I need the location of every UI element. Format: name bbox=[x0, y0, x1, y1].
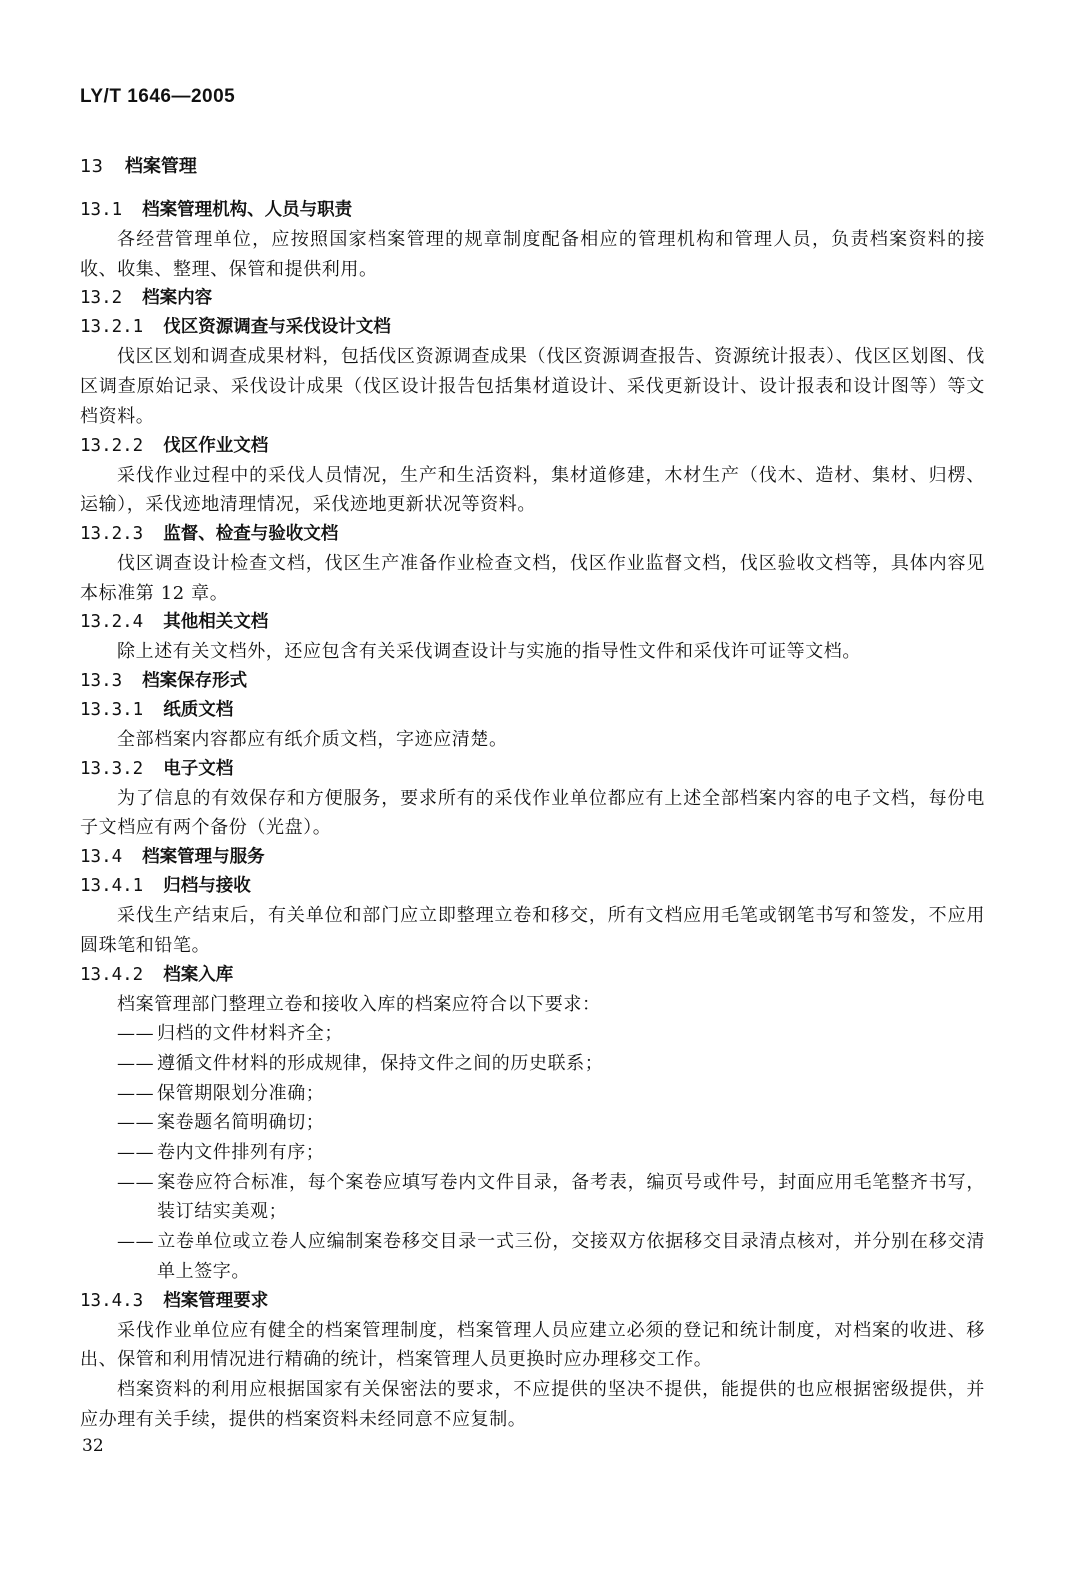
section-number: 13.4.1 bbox=[80, 876, 144, 897]
list-item-text: 案卷题名简明确切； bbox=[157, 1112, 325, 1134]
list-item bbox=[117, 1049, 985, 1079]
chapter-heading bbox=[80, 152, 197, 178]
paragraph: 采伐作业过程中的采伐人员情况，生产和生活资料，集材道修建，木材生产（伐木、造材、集材、归楞、运输），采伐迹地清理情况，采伐迹地更新状况等资料。 bbox=[80, 464, 985, 516]
list-item bbox=[117, 1138, 985, 1168]
section-heading-13-4-1 bbox=[80, 872, 985, 901]
section-title: 档案保存形式 bbox=[142, 671, 248, 692]
dash-marker: —— bbox=[117, 1171, 155, 1193]
section-heading-13-2 bbox=[80, 284, 985, 313]
section-title: 监督、检查与验收文档 bbox=[163, 523, 339, 544]
section-title: 档案管理机构、人员与职责 bbox=[142, 200, 353, 220]
section-number: 13.3 bbox=[80, 671, 123, 692]
dash-marker: —— bbox=[117, 1112, 155, 1134]
list-item-text: 保管期限划分准确； bbox=[157, 1082, 325, 1104]
section-heading-13-2-2 bbox=[80, 432, 985, 461]
list-item bbox=[117, 1227, 985, 1286]
section-heading-13-3-2 bbox=[80, 755, 985, 784]
list-item-text: 卷内文件排列有序； bbox=[157, 1142, 325, 1164]
dash-marker: —— bbox=[117, 1052, 155, 1074]
document-body bbox=[80, 196, 985, 1434]
list-item-text: 案卷应符合标准，每个案卷应填写卷内文件目录，备考表，编页号或件号，封面应用毛笔整齐书写，装订结实美观； bbox=[157, 1171, 985, 1223]
list-item bbox=[117, 1079, 985, 1109]
paragraph: 采伐生产结束后，有关单位和部门应立即整理立卷和移交，所有文档应用毛笔或钢笔书写和签发，不应用圆珠笔和铅笔。 bbox=[80, 905, 985, 956]
section-number: 13.4 bbox=[80, 847, 123, 868]
list-item bbox=[117, 1168, 985, 1227]
section-heading-13-2-4 bbox=[80, 608, 985, 637]
paragraph: 为了信息的有效保存和方便服务，要求所有的采伐作业单位都应有上述全部档案内容的电子文档，每份电子文档应有两个备份（光盘）。 bbox=[80, 787, 985, 839]
dash-marker: —— bbox=[117, 1082, 155, 1104]
section-heading-13-2-1 bbox=[80, 313, 985, 342]
paragraph: 伐区调查设计检查文档，伐区生产准备作业检查文档，伐区作业监督文档，伐区验收文档等，具体内容见本标准第 12 章。 bbox=[80, 552, 985, 604]
paragraph: 除上述有关文档外，还应包含有关采伐调查设计与实施的指导性文件和采伐许可证等文档。 bbox=[117, 641, 861, 663]
requirements-list bbox=[117, 1019, 985, 1286]
list-item bbox=[117, 1108, 985, 1138]
section-number: 13.2.4 bbox=[80, 612, 144, 633]
section-title: 伐区资源调查与采伐设计文档 bbox=[163, 317, 391, 338]
dash-marker: —— bbox=[117, 1142, 155, 1164]
section-heading-13-3-1 bbox=[80, 696, 985, 725]
section-heading-13-4-3 bbox=[80, 1287, 985, 1316]
section-number: 13.3.2 bbox=[80, 758, 144, 779]
section-title: 档案内容 bbox=[142, 288, 213, 309]
standard-code: LY/T 1646—2005 bbox=[80, 86, 236, 107]
section-heading-13-4 bbox=[80, 843, 985, 872]
paragraph: 伐区区划和调查成果材料，包括伐区资源调查成果（伐区资源调查报告、资源统计报表）、伐区区划图、伐区调查原始记录、采伐设计成果（伐区设计报告包括集材道设计、采伐更新设计、设计报表和设计图等）等文档资料。 bbox=[80, 346, 985, 427]
dash-marker: —— bbox=[117, 1023, 155, 1045]
chapter-number: 13 bbox=[80, 156, 103, 177]
section-title: 档案入库 bbox=[163, 964, 234, 985]
list-item bbox=[117, 1019, 985, 1049]
section-heading-13-3 bbox=[80, 667, 985, 696]
section-number: 13.2.3 bbox=[80, 523, 144, 544]
section-number: 13.2.1 bbox=[80, 317, 144, 338]
chapter-title: 档案管理 bbox=[124, 156, 197, 177]
section-title: 其他相关文档 bbox=[163, 612, 269, 633]
section-heading-13-4-2 bbox=[80, 961, 985, 990]
paragraph: 各经营管理单位，应按照国家档案管理的规章制度配备相应的管理机构和管理人员，负责档案资料的接收、收集、整理、保管和提供利用。 bbox=[80, 229, 985, 280]
section-title: 伐区作业文档 bbox=[163, 435, 269, 456]
section-number: 13.4.3 bbox=[80, 1290, 144, 1311]
section-title: 归档与接收 bbox=[163, 876, 251, 897]
section-number: 13.2.2 bbox=[80, 435, 144, 456]
page-number: 32 bbox=[82, 1436, 104, 1456]
list-item-text: 遵循文件材料的形成规律，保持文件之间的历史联系； bbox=[157, 1052, 604, 1074]
section-number: 13.3.1 bbox=[80, 700, 144, 721]
section-number: 13.4.2 bbox=[80, 964, 144, 985]
section-heading-13-2-3 bbox=[80, 520, 985, 549]
paragraph: 档案资料的利用应根据国家有关保密法的要求，不应提供的坚决不提供，能提供的也应根据密级提供，并应办理有关手续，提供的档案资料未经同意不应复制。 bbox=[80, 1378, 985, 1430]
section-heading-13-1 bbox=[80, 196, 985, 225]
section-title: 档案管理与服务 bbox=[142, 847, 265, 868]
section-title: 纸质文档 bbox=[163, 700, 234, 721]
list-item-text: 立卷单位或立卷人应编制案卷移交目录一式三份，交接双方依据移交目录清点核对，并分别在移交清单上签字。 bbox=[157, 1231, 985, 1282]
section-number: 13.1 bbox=[80, 200, 123, 220]
dash-marker: —— bbox=[117, 1231, 155, 1253]
section-title: 电子文档 bbox=[163, 758, 234, 779]
section-number: 13.2 bbox=[80, 288, 123, 309]
paragraph: 档案管理部门整理立卷和接收入库的档案应符合以下要求： bbox=[117, 993, 601, 1015]
paragraph: 全部档案内容都应有纸介质文档，字迹应清楚。 bbox=[117, 729, 508, 751]
section-title: 档案管理要求 bbox=[163, 1290, 269, 1311]
paragraph: 采伐作业单位应有健全的档案管理制度，档案管理人员应建立必须的登记和统计制度，对档案的收进、移出、保管和利用情况进行精确的统计，档案管理人员更换时应办理移交工作。 bbox=[80, 1319, 985, 1371]
list-item-text: 归档的文件材料齐全； bbox=[157, 1023, 343, 1045]
